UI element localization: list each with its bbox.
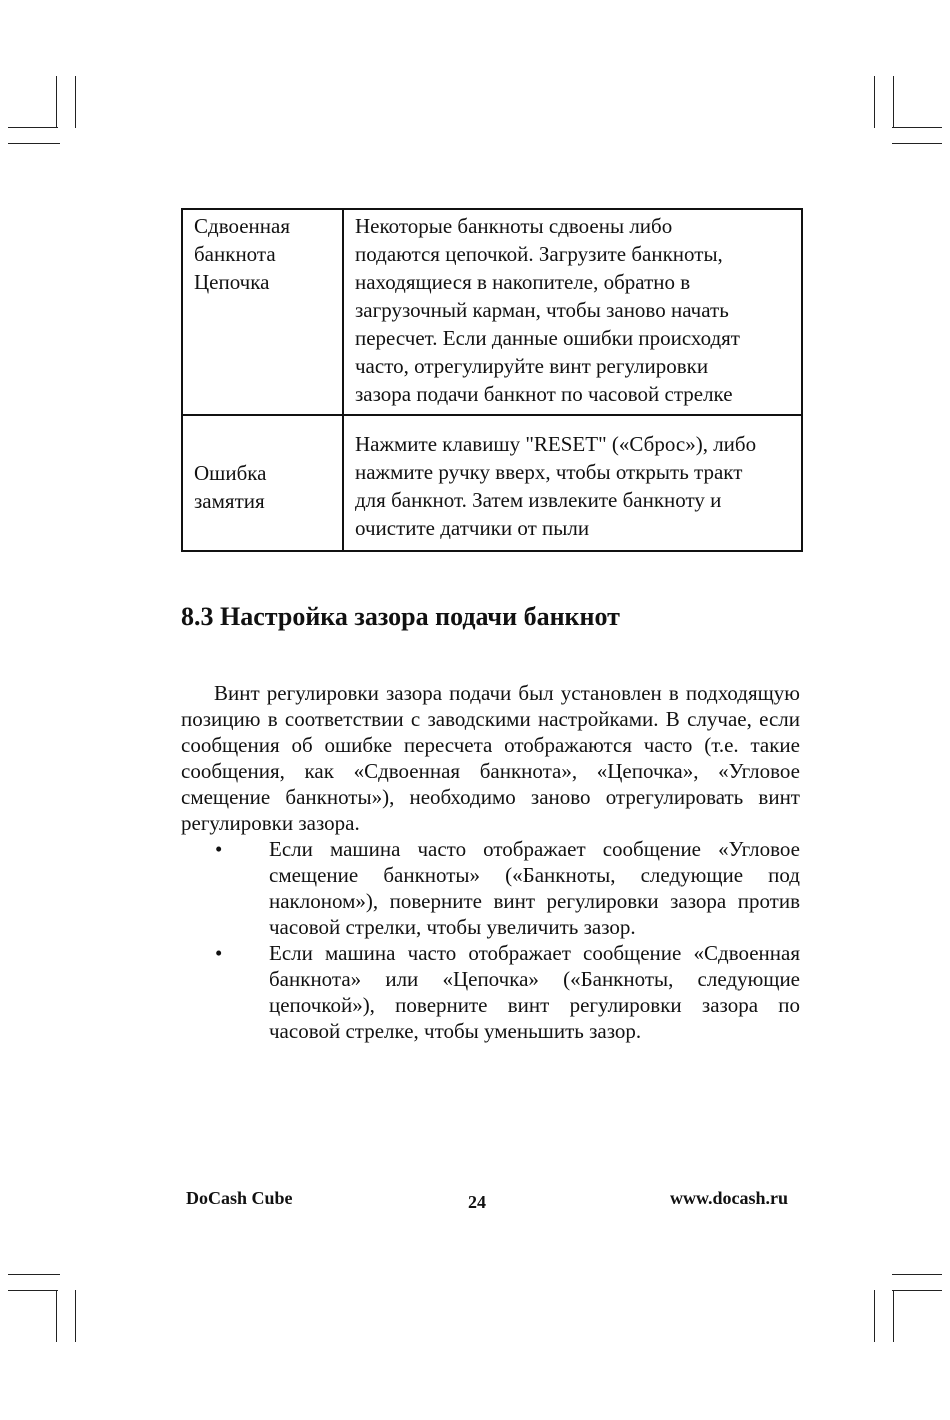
crop-mark bbox=[75, 76, 76, 128]
crop-mark bbox=[892, 143, 942, 144]
intro-paragraph: Винт регулировки зазора подачи был установлен в подходящую позицию в соответствии с заводскими настройками. В случае, если сообщения об ошибке пересчета отображаются часто (т.е. такие сообщения, как «Сдвоенная банкнота», «Цепочка», «Угловое смещение банкноты»), необходимо заново отрегулировать винт регулировки зазора. bbox=[181, 681, 800, 835]
crop-mark bbox=[8, 143, 60, 144]
section-body bbox=[181, 680, 800, 1044]
remedy-line: нажмите ручку вверх, чтобы открыть тракт bbox=[355, 460, 743, 484]
footer-website: www.docash.ru bbox=[670, 1188, 789, 1208]
crop-mark bbox=[893, 76, 894, 128]
bullet-icon: • bbox=[215, 837, 223, 861]
crop-mark bbox=[874, 1290, 875, 1342]
remedy-line: зазора подачи банкнот по часовой стрелке bbox=[355, 382, 733, 406]
error-name-line: Цепочка bbox=[194, 270, 270, 294]
crop-mark bbox=[892, 127, 942, 128]
footer-product-name: DoCash Cube bbox=[186, 1188, 293, 1208]
bullet-icon: • bbox=[215, 941, 223, 965]
remedy-line: загрузочный карман, чтобы заново начать bbox=[355, 298, 729, 322]
table-row bbox=[182, 415, 802, 551]
error-name-line: замятия bbox=[194, 489, 265, 513]
list-item bbox=[181, 836, 800, 940]
error-name-line: Сдвоенная bbox=[194, 214, 290, 238]
error-name-cell bbox=[182, 209, 343, 415]
section-heading: 8.3 Настройка зазора подачи банкнот bbox=[181, 602, 620, 631]
crop-mark bbox=[56, 1290, 57, 1342]
crop-mark bbox=[8, 127, 58, 128]
remedy-line: Некоторые банкноты сдвоены либо bbox=[355, 214, 673, 238]
crop-mark bbox=[75, 1290, 76, 1342]
remedy-line: подаются цепочкой. Загрузите банкноты, bbox=[355, 242, 723, 266]
remedy-line: Нажмите клавишу "RESET" («Сброс»), либо bbox=[355, 432, 757, 456]
remedy-line: находящиеся в накопителе, обратно в bbox=[355, 270, 691, 294]
crop-mark bbox=[8, 1290, 58, 1291]
error-table bbox=[181, 208, 803, 552]
crop-mark bbox=[56, 76, 57, 128]
page-number: 24 bbox=[468, 1192, 486, 1212]
crop-mark bbox=[8, 1274, 60, 1275]
error-remedy-cell bbox=[343, 415, 802, 551]
error-name-line: Ошибка bbox=[194, 461, 267, 485]
crop-mark bbox=[893, 1290, 894, 1342]
remedy-line: очистите датчики от пыли bbox=[355, 516, 590, 540]
remedy-line: пересчет. Если данные ошибки происходят bbox=[355, 326, 740, 350]
error-remedy-cell bbox=[343, 209, 802, 415]
list-item-text: Если машина часто отображает сообщение «Угловое смещение банкноты» («Банкноты, следующие под наклоном»), поверните винт регулировки зазора против часовой стрелки, чтобы увеличить зазор. bbox=[269, 837, 800, 939]
error-name-cell bbox=[182, 415, 343, 551]
crop-mark bbox=[892, 1290, 942, 1291]
remedy-line: для банкнот. Затем извлеките банкноту и bbox=[355, 488, 722, 512]
list-item bbox=[181, 940, 800, 1044]
remedy-line: часто, отрегулируйте винт регулировки bbox=[355, 354, 709, 378]
crop-mark bbox=[874, 76, 875, 128]
error-name-line: банкнота bbox=[194, 242, 276, 266]
table-row bbox=[182, 209, 802, 415]
list-item-text: Если машина часто отображает сообщение «Сдвоенная банкнота» или «Цепочка» («Банкноты, следующие цепочкой»), поверните винт регулировки зазора по часовой стрелке, чтобы уменьшить зазор. bbox=[269, 941, 800, 1043]
bullet-list bbox=[181, 836, 800, 1044]
crop-mark bbox=[892, 1274, 942, 1275]
